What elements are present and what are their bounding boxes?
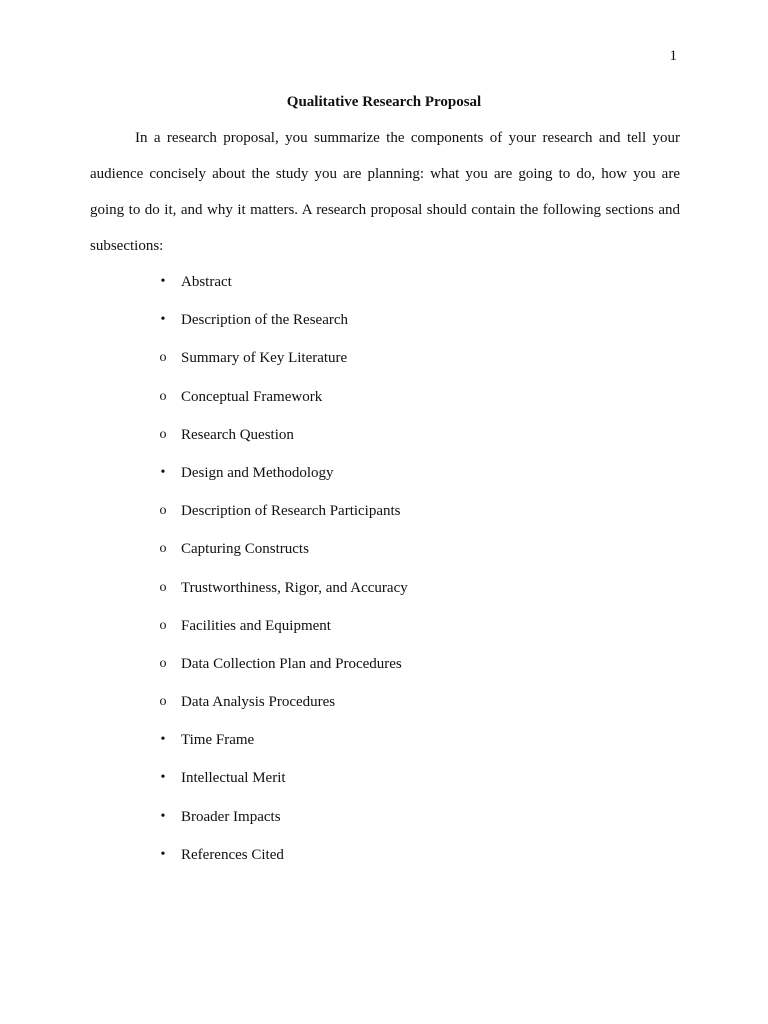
outline-item-label: Abstract [181,274,232,290]
intro-paragraph: In a research proposal, you summarize the components of your research and tell your audience concisely about the study you are planning: what you are going to do, how you are going to do it, and why it matters. A research proposal should contain the following sections and subsections: [90,130,680,254]
circle-marker: o [159,350,167,366]
circle-marker: o [159,426,167,442]
circle-marker: o [159,541,167,557]
outline-item-label: Description of Research Participants [181,503,401,520]
outline-item-label: Facilities and Equipment [181,617,331,634]
outline-item-label: References Cited [181,846,284,863]
outline-item-label: Summary of Key Literature [181,350,348,367]
outline-item-label: Data Analysis Procedures [181,694,336,711]
outline-item-label: Trustworthiness, Rigor, and Accuracy [181,579,408,596]
outline-item-label: Broader Impacts [181,808,281,825]
bullet-marker: • [160,846,166,862]
bullet-marker: • [160,808,166,824]
circle-marker: o [159,388,167,404]
outline-item-label: Capturing Constructs [181,541,309,558]
outline-item-label: Data Collection Plan and Procedures [181,655,402,672]
bullet-marker: • [160,464,166,480]
outline-item-label: Design and Methodology [181,464,334,481]
circle-marker: o [159,579,167,595]
circle-marker: o [159,694,167,710]
circle-marker: o [159,617,167,633]
bullet-marker: • [160,770,166,786]
page-number: 1 [669,48,677,64]
outline-item-label: Intellectual Merit [181,770,286,787]
circle-marker: o [159,655,167,671]
bullet-marker: • [160,732,166,748]
outline-item-label: Time Frame [181,732,255,749]
circle-marker: o [159,503,167,519]
outline-item-label: Conceptual Framework [181,388,323,405]
outline-item-label: Description of the Research [181,312,349,329]
bullet-marker: • [160,312,166,328]
document-title: Qualitative Research Proposal [286,94,482,110]
outline-item-label: Research Question [181,426,294,443]
bullet-marker: • [160,274,166,289]
